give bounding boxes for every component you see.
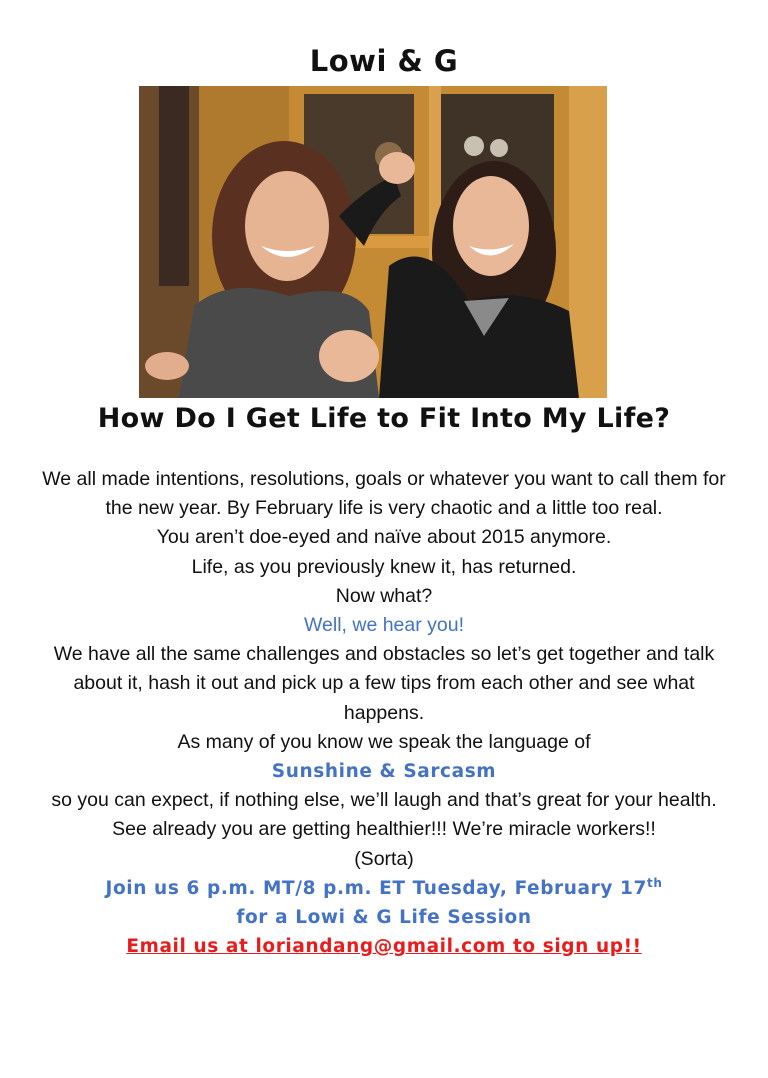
body-line: As many of you know we speak the language of <box>177 730 591 753</box>
email-signup-link[interactable]: Email us at loriandang@gmail.com to sign up!! <box>126 936 642 958</box>
headline: How Do I Get Life to Fit Into My Life? <box>97 403 671 434</box>
event-time-text: Join us 6 p.m. MT/8 p.m. ET Tuesday, February 17 <box>105 877 647 899</box>
page-title: Lowi & G <box>309 44 459 78</box>
event-time <box>40 874 728 903</box>
hero-photo <box>139 86 607 398</box>
body-line: so you can expect, if nothing else, we’ll laugh and that’s great for your health. <box>51 789 717 812</box>
intro-paragraph: We all made intentions, resolutions, goals or whatever you want to call them for the new year. By February life is very chaotic and a little too real. <box>42 468 726 520</box>
highlight-line: Well, we hear you! <box>303 614 465 637</box>
body-line: Now what? <box>335 584 433 607</box>
body-line: See already you are getting healthier!!! We’re miracle workers!! <box>112 818 656 841</box>
flyer-body <box>40 465 728 961</box>
date-suffix: th <box>647 875 663 890</box>
tagline: Sunshine & Sarcasm <box>271 761 497 783</box>
body-line: You aren’t doe-eyed and naïve about 2015 anymore. <box>156 526 612 549</box>
challenges-paragraph: We have all the same challenges and obstacles so let’s get together and talk about it, hash it out and pick up a few tips from each other and see what happens. <box>53 643 715 724</box>
body-line: (Sorta) <box>354 847 414 870</box>
event-session: for a Lowi & G Life Session <box>236 907 532 929</box>
body-line: Life, as you previously knew it, has returned. <box>191 555 577 578</box>
